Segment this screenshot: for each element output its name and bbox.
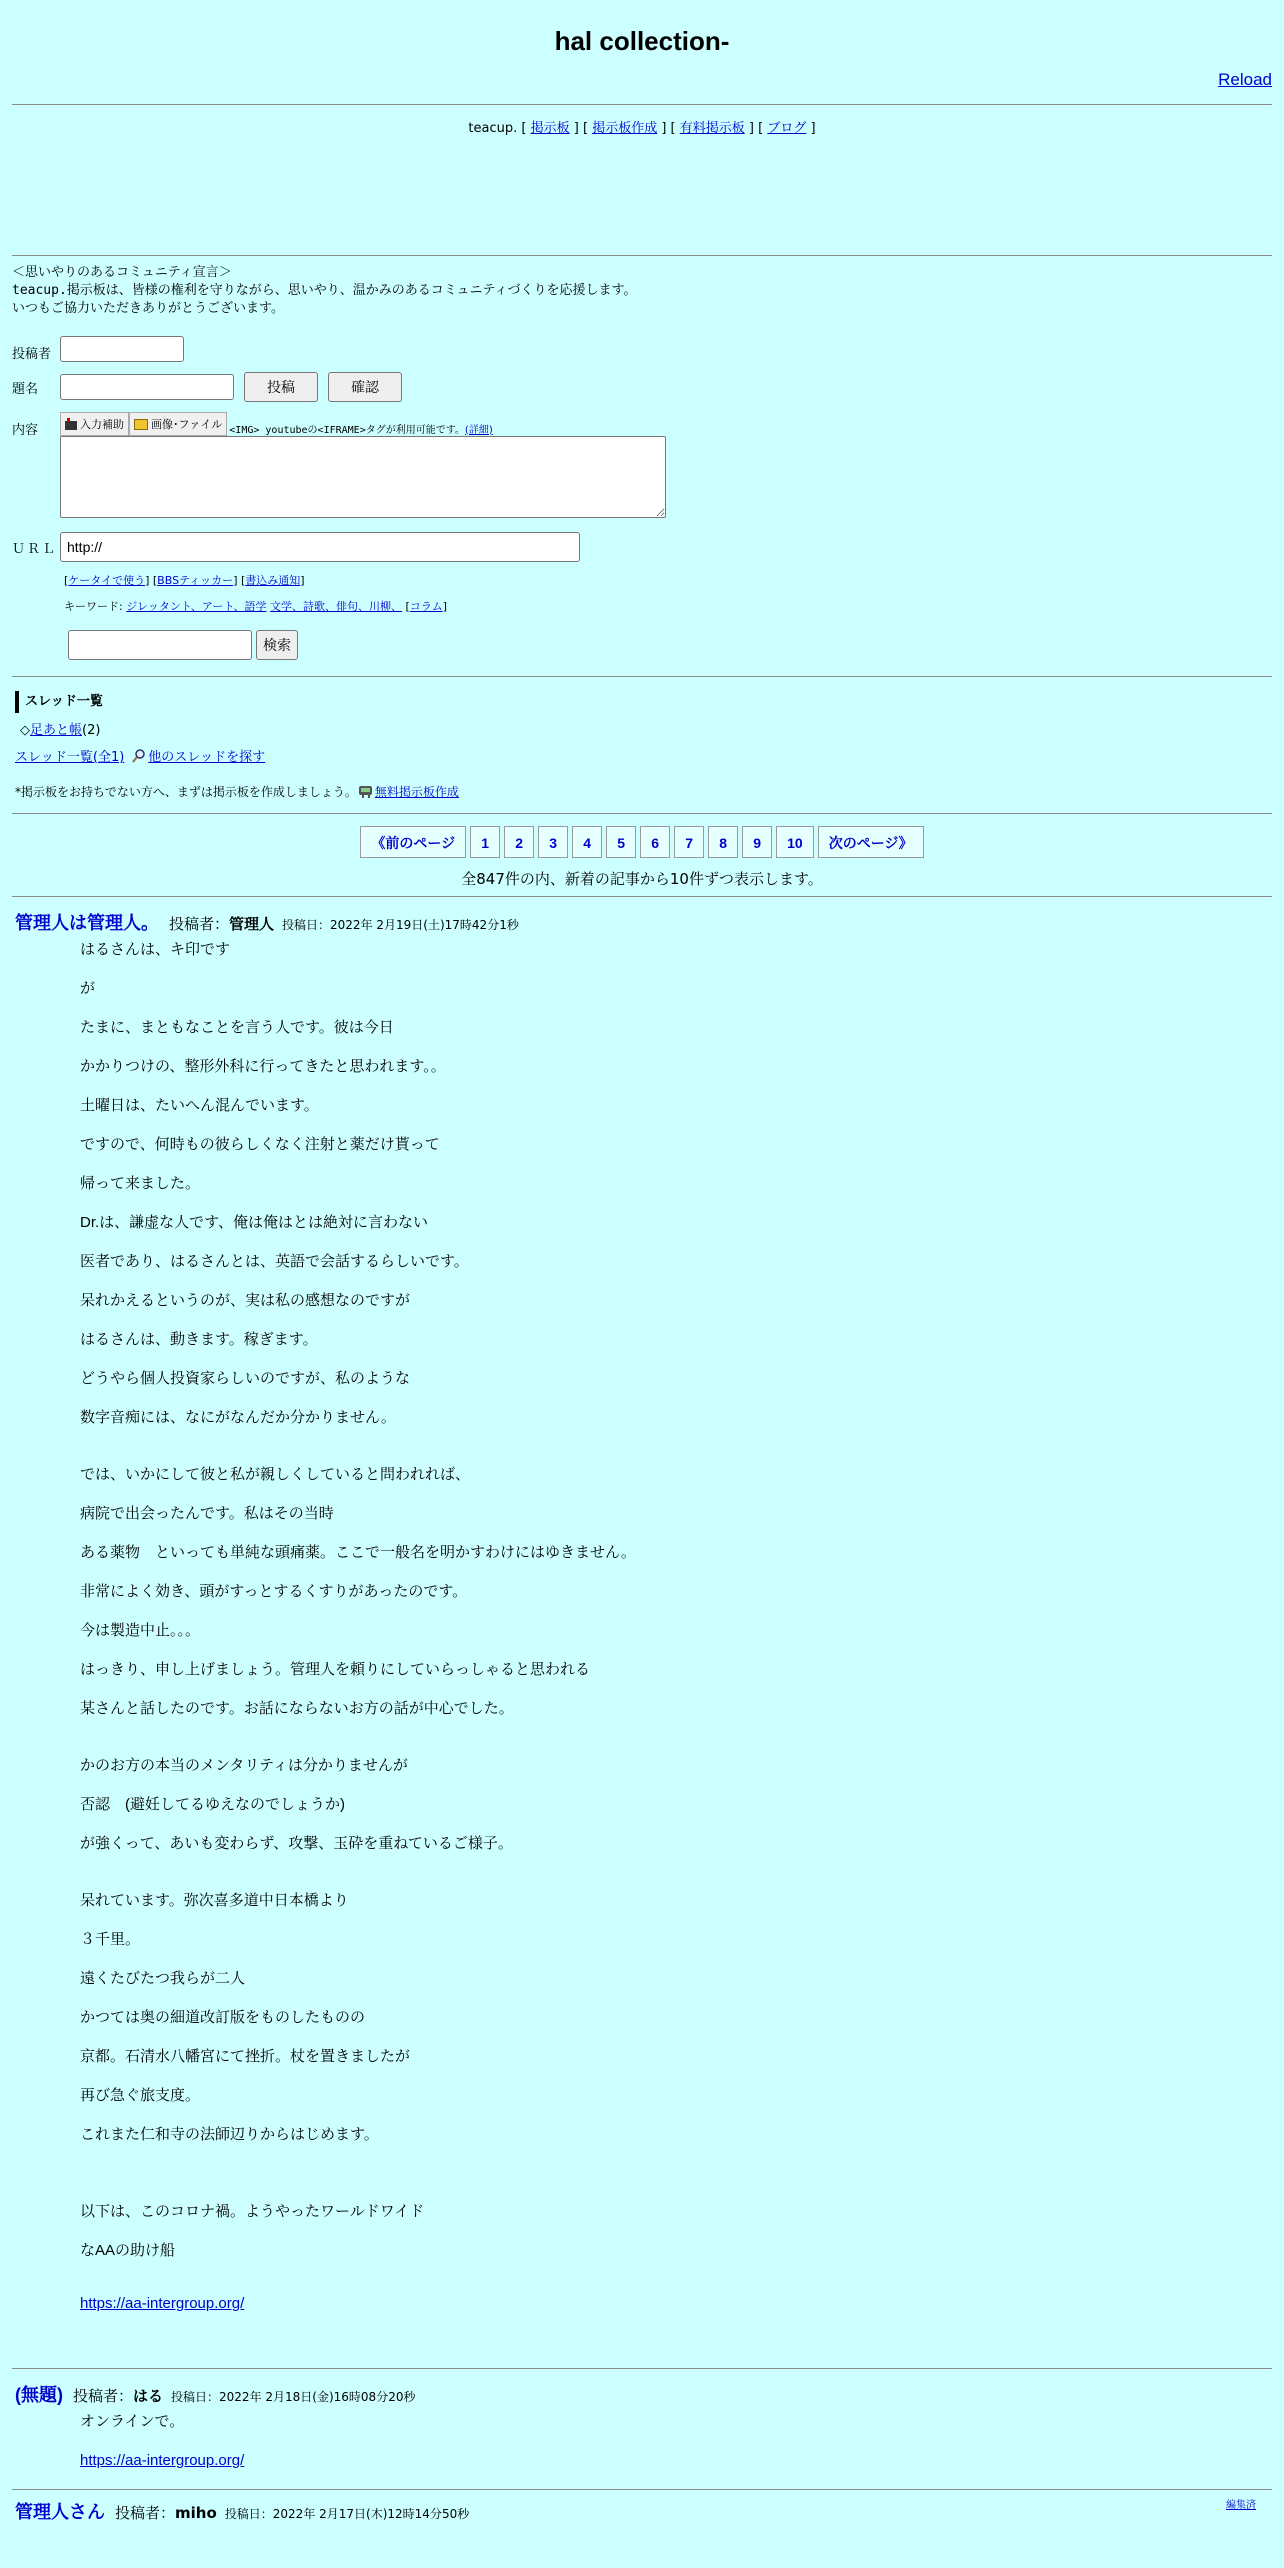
post-body: はるさんは、キ印です が たまに、まともなことを言う人です。彼は今日 かかりつけの、整形外科に行ってきたと思われます。。 土曜日は、たいへん混んでいます。 ですので、何時もの彼らしくなく注射と薬だけ貰って 帰って来ました。 Dr.は、謙虚な人です、俺は俺はとは絶対に言わない 医者であり、はるさんとは、英語で会話するらしいです。 呆れかえるというのが、実は私の感想なのですが はるさんは、動きます。稼ぎます。 どうやら個人投資家らしいのですが、私のような 数字音痴には、なにがなんだか分かりません。 では、いかにして彼と私が親しくしていると問われれば、 病院で出会ったんです。私はその当時 ある薬物 といっても単純な頭痛薬。ここで一般名を明かすわけにはゆきません。 非常によく効き、頭がすっとするくすりがあったのです。 今は製造中止。。。 はっきり、申し上げましょう。管理人を頼りにしていらっしゃると思われる 某さんと話したのです。お話にならないお方の話が中心でした。 かのお方の本当のメンタリティは分かりませんが 否認 (避妊してるゆえなのでしょうか) が強くって、あいも変わらず、攻撃、玉砕を重ねているご様子。 呆れています。弥次喜多道中日本橋より ３千里。 遠くたびたつ我らが二人 かつては奥の細道改訂版をものしたものの 京都。石清水八幡宮にて挫折。杖を置きましたが 再び急ぐ旅支度。 これまた仁和寺の法師辺りからはじめます。 以下は、このコロナ禍。ようやったワールドワイド なAAの助け船 https://aa-intergroup.org/: [80, 941, 636, 2312]
page-button[interactable]: 5: [606, 826, 636, 858]
post-author: 管理人: [229, 915, 275, 933]
divider: [12, 2368, 1272, 2369]
author-input[interactable]: [60, 336, 184, 362]
notify-link[interactable]: 書込み通知: [245, 574, 301, 587]
magnifier-icon: [132, 749, 146, 763]
post-date: 投稿日：2022年 2月19日(土)17時42分1秒: [282, 918, 519, 932]
keyword-link[interactable]: ジレッタント、アート、語学: [126, 600, 267, 613]
thread-list-heading: スレッド一覧: [15, 691, 1272, 713]
tag-note: <IMG> youtubeの<IFRAME>タグが利用可能です。(詳細): [229, 424, 493, 436]
post-link[interactable]: https://aa-intergroup.org/: [80, 2452, 245, 2469]
post-title: 管理人は管理人。: [15, 913, 159, 933]
post-entry: 編集済 管理人さん 投稿者：miho 投稿日：2022年 2月17日(木)12時14分50秒: [12, 2498, 1272, 2524]
page-button[interactable]: 9: [742, 826, 772, 858]
post-entry: 管理人は管理人。 投稿者：管理人 投稿日：2022年 2月19日(土)17時42分1秒 はるさんは、キ印です が たまに、まともなことを言う人です。彼は今日 かかりつけの、整形外科に行ってきたと思われます。。 土曜日は、たいへん混んでいます。 ですので、何時もの彼らしくなく注射と薬だけ貰って 帰って来ました。 Dr.は、謙虚な人です、俺は俺はとは絶対に言わない 医者であり、はるさんとは、英語で会話するらしいです。 呆れかえるというのが、実は私の感想なのですが はるさんは、動きます。稼ぎます。 どうやら個人投資家らしいのですが、私のような 数字音痴には、なにがなんだか分かりません。 では、いかにして彼と私が親しくしていると問われれば、 病院で出会ったんです。私はその当時 ある薬物 といっても単純な頭痛薬。ここで一般名を明かすわけにはゆきません。 非常によく効き、頭がすっとするくすりがあったのです。 今は製造中止。。。 はっきり、申し上げましょう。管理人を頼りにしていらっしゃると思われる 某さんと話したのです。お話にならないお方の話が中心でした。 かのお方の本当のメンタリティは分かりませんが 否認 (避妊してるゆえなのでしょうか) が強くって、あいも変わらず、攻撃、玉砕を重ねているご様子。 呆れています。弥次喜多道中日本橋より ３千里。 遠くたびたつ我らが二人 かつては奥の細道改訂版をものしたものの 京都。石清水八幡宮にて挫折。杖を置きましたが 再び急ぐ旅支度。 これまた仁和寺の法師辺りからはじめます。 以下は、このコロナ禍。ようやったワールドワイド なAAの助け船 https://aa-intergroup.org/: [12, 909, 1272, 2314]
next-page-button[interactable]: 次のページ》: [818, 826, 924, 858]
ad-space: [12, 137, 1272, 255]
post-title: (無題): [15, 2385, 63, 2405]
thread-list: ◇足あと帳(2): [20, 723, 101, 738]
post-title: 管理人さん: [15, 2502, 105, 2522]
prev-page-button[interactable]: 《前のページ: [360, 826, 466, 858]
keyword-link[interactable]: コラム: [409, 600, 443, 613]
page-button[interactable]: 6: [640, 826, 670, 858]
input-assist-button[interactable]: 入力補助: [60, 412, 129, 436]
nav-bbs-link[interactable]: 掲示板: [530, 121, 570, 136]
page-button[interactable]: 2: [504, 826, 534, 858]
subject-label: 題名: [12, 381, 39, 397]
post-date: 投稿日：2022年 2月18日(金)16時08分20秒: [171, 2390, 416, 2404]
nav-blog-link[interactable]: ブログ: [767, 121, 807, 136]
page-button[interactable]: 3: [538, 826, 568, 858]
nav-paid-bbs-link[interactable]: 有料掲示板: [679, 121, 745, 136]
post-author: はる: [133, 2387, 164, 2405]
post-date: 投稿日：2022年 2月17日(木)12時14分50秒: [224, 2507, 470, 2521]
community-declaration: ＜思いやりのあるコミュニティ宣言＞ teacup.掲示板は、皆様の権利を守りながら、思いやり、温かみのあるコミュニティづくりを応援します。 いつもご協力いただきありがとうございます。: [12, 265, 637, 316]
subject-input[interactable]: [60, 374, 234, 400]
all-threads-link[interactable]: スレッド一覧(全1): [15, 750, 125, 765]
page-button[interactable]: 10: [776, 826, 814, 858]
post-count-summary: 全847件の内、新着の記事から10件ずつ表示します。: [461, 870, 823, 888]
content-label: 内容: [12, 423, 39, 438]
folder-icon: [134, 419, 148, 430]
page-button[interactable]: 7: [674, 826, 704, 858]
mobile-link[interactable]: ケータイで使う: [68, 574, 146, 587]
post-entry: (無題) 投稿者：はる 投稿日：2022年 2月18日(金)16時08分20秒 オンラインで。 https://aa-intergroup.org/: [12, 2381, 1272, 2471]
divider: [12, 676, 1272, 677]
page-button[interactable]: 4: [572, 826, 602, 858]
site-title: hal collection-: [554, 26, 730, 56]
search-button[interactable]: 検索: [256, 630, 298, 660]
author-label: 投稿者: [12, 347, 52, 362]
divider: [12, 104, 1272, 105]
tag-detail-link[interactable]: (詳細): [464, 424, 493, 436]
url-input[interactable]: [60, 532, 580, 562]
reload-link[interactable]: Reload: [1218, 70, 1272, 89]
top-nav: teacup. [ 掲示板 ] [ 掲示板作成 ] [ 有料掲示板 ] [ ブログ ]: [468, 121, 816, 136]
divider: [12, 896, 1272, 897]
divider: [12, 813, 1272, 814]
confirm-button[interactable]: 確認: [328, 372, 402, 402]
search-input[interactable]: [68, 630, 252, 660]
nav-create-bbs-link[interactable]: 掲示板作成: [592, 121, 658, 136]
bbs-sticker-link[interactable]: BBSティッカー: [157, 574, 234, 587]
create-bbs-note: *掲示板をお持ちでない方へ、まずは掲示板を作成しましょう。 無料掲示板作成: [15, 784, 459, 799]
page-button[interactable]: 1: [470, 826, 500, 858]
teacup-icon: [358, 784, 374, 798]
create-free-bbs-link[interactable]: 無料掲示板作成: [374, 784, 459, 799]
divider: [12, 2489, 1272, 2490]
find-threads-link[interactable]: 他のスレッドを探す: [148, 750, 266, 765]
post-body: オンラインで。 https://aa-intergroup.org/: [80, 2413, 245, 2469]
edited-link[interactable]: 編集済: [1226, 2500, 1256, 2511]
thread-link[interactable]: 足あと帳: [30, 723, 83, 738]
divider: [12, 255, 1272, 256]
post-author: miho: [175, 2504, 217, 2522]
pagination: [12, 826, 1272, 858]
keyword-link[interactable]: 文学、詩歌、俳句、川柳、: [270, 600, 403, 613]
post-link[interactable]: https://aa-intergroup.org/: [80, 2295, 245, 2312]
keyboard-icon: [65, 418, 77, 430]
submit-button[interactable]: 投稿: [244, 372, 318, 402]
url-label: ＵＲＬ: [12, 541, 58, 557]
content-textarea[interactable]: [60, 436, 666, 518]
image-file-button[interactable]: 画像･ファイル: [129, 412, 227, 436]
post-form: 投稿者 題名 投稿 確認 内容 入力補助 画像･ファイル <IMG> youtubeの<IFRAME>タグが利用可能です。(詳細) ＵＲＬ http:// [ケータイで使う] [BBSティッカー] [書込み通知] キーワード: ジレッタント、アート、語学 文学、詩歌、俳句、川柳、 [コラム] 検索: [12, 336, 1272, 660]
page-button[interactable]: 8: [708, 826, 738, 858]
